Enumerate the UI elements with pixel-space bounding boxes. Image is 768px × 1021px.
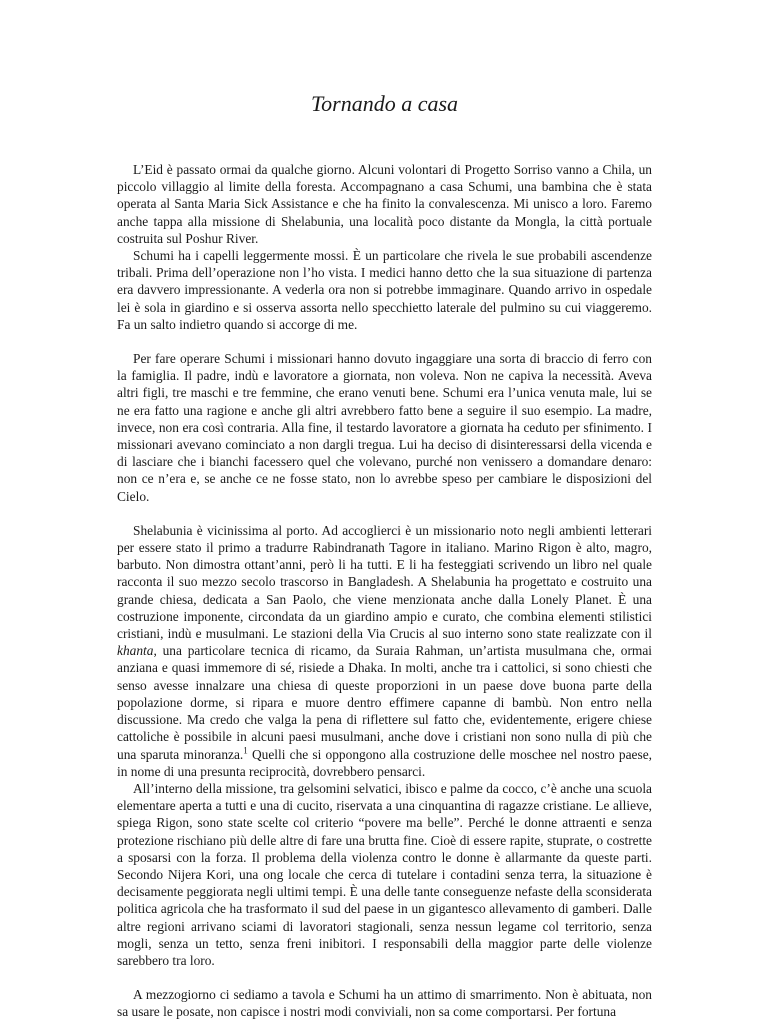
paragraph-5: All’interno della missione, tra gelsomini selvatici, ibisco e palme da cocco, c’è anche una scuola elementare aperta a tutti e una di cucito, riservata a una cinquantina di ragazze cristiane. Le allieve, spiega Rigon, sono state scelte col criterio “povere ma belle”. Perché le donne attraenti e senza protezione rischiano più delle altre di fare una brutta fine. Cioè di essere rapite, stuprate, o costrette a sposarsi con la forza. Il problema della violenza contro le donne è allarmante da queste parti. Secondo Nijera Kori, una ong locale che cerca di tutelare i contadini senza terra, la situazione è decisamente peggiorata negli ultimi tempi. È una delle tante conseguenze nefaste della sconsiderata politica agricola che ha trasformato il sud del paese in un gigantesco allevamento di gamberi. Dalle altre regioni arrivano sciami di lavoratori stagionali, senza nessun legame col territorio, senza mogli, senza un tetto, senza freni inibitori. I responsabili della maggior parte delle violenze sarebbero tra loro. [117,780,652,968]
document-title: Tornando a casa [310,91,459,116]
paragraph-3: Per fare operare Schumi i missionari hanno dovuto ingaggiare una sorta di braccio di ferro con la famiglia. Il padre, indù e lavoratore a giornata, non voleva. Non ne capiva la necessità. Aveva altri figli, tre maschi e tre femmine, che erano venuti bene. Schumi era l’unica venuta male, lui se ne era fatto una ragione e anche gli altri avrebbero fatto bene a seguire il suo esempio. La madre, invece, non era così contraria. Alla fine, il testardo lavoratore a giornata ha ceduto per sfinimento. I missionari avevano cominciato a non dargli tregua. Lui ha deciso di disinteressarsi della vicenda e di lasciare che i bianchi facessero quel che volevano, purché non venissero a domandare denaro: non ce n’era e, se anche ce ne fosse stato, non lo avrebbe speso per cambiare le disposizioni del Cielo. [117,351,652,504]
document-body [117,161,652,1021]
khanta-term: khanta [117,643,154,659]
footnote-marker[interactable]: 1 [243,745,248,756]
paragraph-2: Schumi ha i capelli leggermente mossi. È un particolare che rivela le sue probabili ascendenze tribali. Prima dell’operazione non l’ho vista. I medici hanno detto che la sua situazione di partenza era davvero impressionante. A vederla ora non si potrebbe immaginare. Quando arrivo in ospedale lei è sola in giardino e si osserva assorta nello specchietto laterale del pulmino su cui viaggeremo. Fa un salto indietro quando si accorge di me. [117,248,652,332]
paragraph-1: L’Eid è passato ormai da qualche giorno. Alcuni volontari di Progetto Sorriso vanno a Chila, un piccolo villaggio al limite della foresta. Accompagnano a casa Schumi, una bambina che è stata operata al Santa Maria Sick Assistance e che ha finito la convalescenza. Mi unisco a loro. Faremo anche tappa alla missione di Shelabunia, una località poco distante da Mongla, la città portuale costruita sul Poshur River. [117,162,652,246]
paragraph-4-text-c: Quelli che si oppongono alla costruzione delle moschee nel nostro paese, in nome di una presunta reciprocità, dovrebbero pensarci. [117,746,653,779]
paragraph-4-text-b: , una particolare tecnica di ricamo, da Suraia Rahman, un’artista musulmana che, ormai anziana e quasi immemore di sé, risiede a Dhaka. In molti, anche tra i cattolici, si sono chiesti che senso avesse innalzare una chiesa di queste proporzioni in un paese dove buona parte della popolazione dorme, si ripara e muore dentro effimere capanne di bambù. Non entro nella discussione. Ma credo che valga la pena di riflettere sul fatto che, evidentemente, erigere chiese cattoliche è possibile in alcuni paesi musulmani, anche dove i cristiani non sono nulla di più che una sparuta minoranza. [117,643,652,762]
paragraph-6: A mezzogiorno ci sediamo a tavola e Schumi ha un attimo di smarrimento. Non è abituata, non sa usare le posate, non capisce i nostri modi conviviali, non sa come comportarsi. Per fortuna [117,987,652,1020]
paragraph-4-text-a: Shelabunia è vicinissima al porto. Ad accoglierci è un missionario noto negli ambienti letterari per essere stato il primo a tradurre Rabindranath Tagore in italiano. Marino Rigon è alto, magro, barbuto. Non dimostra ottant’anni, però li ha tutti. E li ha festeggiati scrivendo un libro nel quale racconta il suo mezzo secolo trascorso in Bangladesh. A Shelabunia ha progettato e costruito una grande chiesa, dedicata a San Paolo, che viene menzionata anche dalla Lonely Planet. È una costruzione imponente, circondata da un giardino ampio e curato, che combina elementi stilistici cristiani, indù e musulmani. Le stazioni della Via Crucis al suo interno sono state realizzate con il [117,522,652,642]
paragraph-4 [117,522,652,780]
